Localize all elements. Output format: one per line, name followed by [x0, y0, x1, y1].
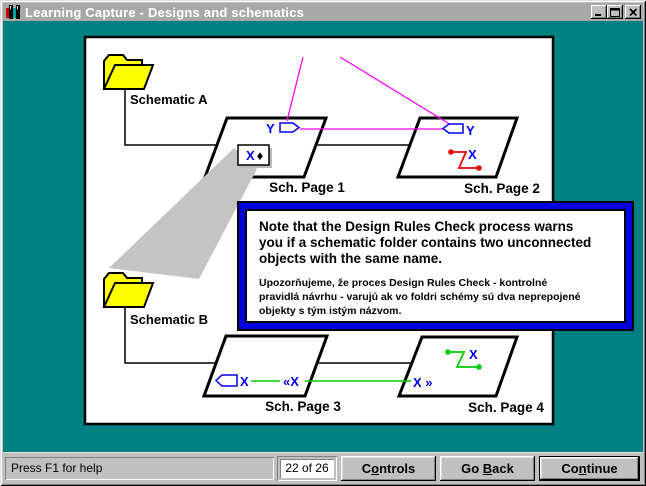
net-endpoint-dot: [476, 364, 482, 370]
note-sk-line: Upozorňujeme, že proces Design Rules Check - kontrolné: [259, 277, 548, 289]
status-bar: [3, 452, 643, 483]
note-text-english: [259, 219, 612, 267]
page4-net-label: X: [469, 347, 478, 362]
page3-offpage-label: «X: [283, 374, 299, 389]
note-box: [237, 201, 634, 331]
go-back-button[interactable]: [440, 456, 535, 481]
note-en-line: objects with the same name.: [259, 251, 443, 266]
named-box-label: X ♦: [246, 148, 264, 163]
note-en-line: you if a schematic folder contains two unconnected: [259, 235, 592, 250]
page4-label: Sch. Page 4: [468, 400, 544, 415]
page-indicator: [277, 456, 337, 481]
net-endpoint-dot: [448, 149, 454, 155]
window-title: Learning Capture - Designs and schematics: [25, 4, 305, 20]
net-endpoint-dot: [476, 165, 482, 171]
page3-shape: [204, 336, 327, 396]
maximize-icon: [610, 8, 620, 17]
button-mnemonic: n: [578, 461, 587, 476]
note-sk-line: pravidlá návrhu - varujú ak vo foldri schémy sú dva neprepojené: [259, 291, 581, 303]
app-icon: [5, 4, 21, 20]
button-label-part: ack: [492, 461, 514, 476]
help-status: Press F1 for help: [5, 457, 274, 480]
button-label-part: Co: [561, 461, 579, 476]
page1-port-label: Y: [266, 121, 275, 136]
button-label-part: ntrols: [379, 461, 416, 476]
close-button[interactable]: [625, 5, 641, 19]
lesson-canvas: [3, 21, 643, 452]
page2-port-label: Y: [466, 123, 475, 138]
page-indicator-value: 22 of 26: [280, 459, 334, 478]
diamond-icon: ♦: [256, 148, 264, 163]
button-label-part: tinue: [586, 461, 618, 476]
window-controls: [591, 5, 641, 19]
button-label-part: C: [361, 461, 372, 476]
close-icon: [629, 8, 638, 17]
button-mnemonic: o: [371, 461, 380, 476]
page3-port-label: X: [240, 374, 249, 389]
note-box-content: [245, 209, 626, 323]
controls-button[interactable]: [341, 456, 436, 481]
net-endpoint-dot: [445, 349, 451, 355]
maximize-button[interactable]: [607, 5, 623, 19]
page4-offpage-label: X »: [413, 375, 433, 390]
page2-net-label: X: [468, 147, 477, 162]
folder-b-label: Schematic B: [130, 312, 209, 327]
page2-label: Sch. Page 2: [464, 181, 540, 196]
note-box-blue-border: [239, 203, 632, 329]
folder-a-label: Schematic A: [130, 92, 208, 107]
continue-button[interactable]: [539, 456, 640, 481]
title-bar[interactable]: [3, 3, 643, 21]
note-text-slovak: [259, 276, 612, 318]
button-mnemonic: B: [482, 461, 493, 476]
page3-label: Sch. Page 3: [265, 399, 341, 414]
page1-label: Sch. Page 1: [269, 180, 345, 195]
button-label-part: Go: [461, 461, 483, 476]
minimize-button[interactable]: [591, 5, 607, 19]
note-sk-line: objekty s tým istým názvom.: [259, 305, 402, 317]
note-en-line: Note that the Design Rules Check process warns: [259, 219, 574, 234]
page2-port-tag-icon: [443, 124, 463, 133]
page3-port-tag-icon: [216, 375, 237, 386]
minimize-icon: [594, 8, 604, 17]
